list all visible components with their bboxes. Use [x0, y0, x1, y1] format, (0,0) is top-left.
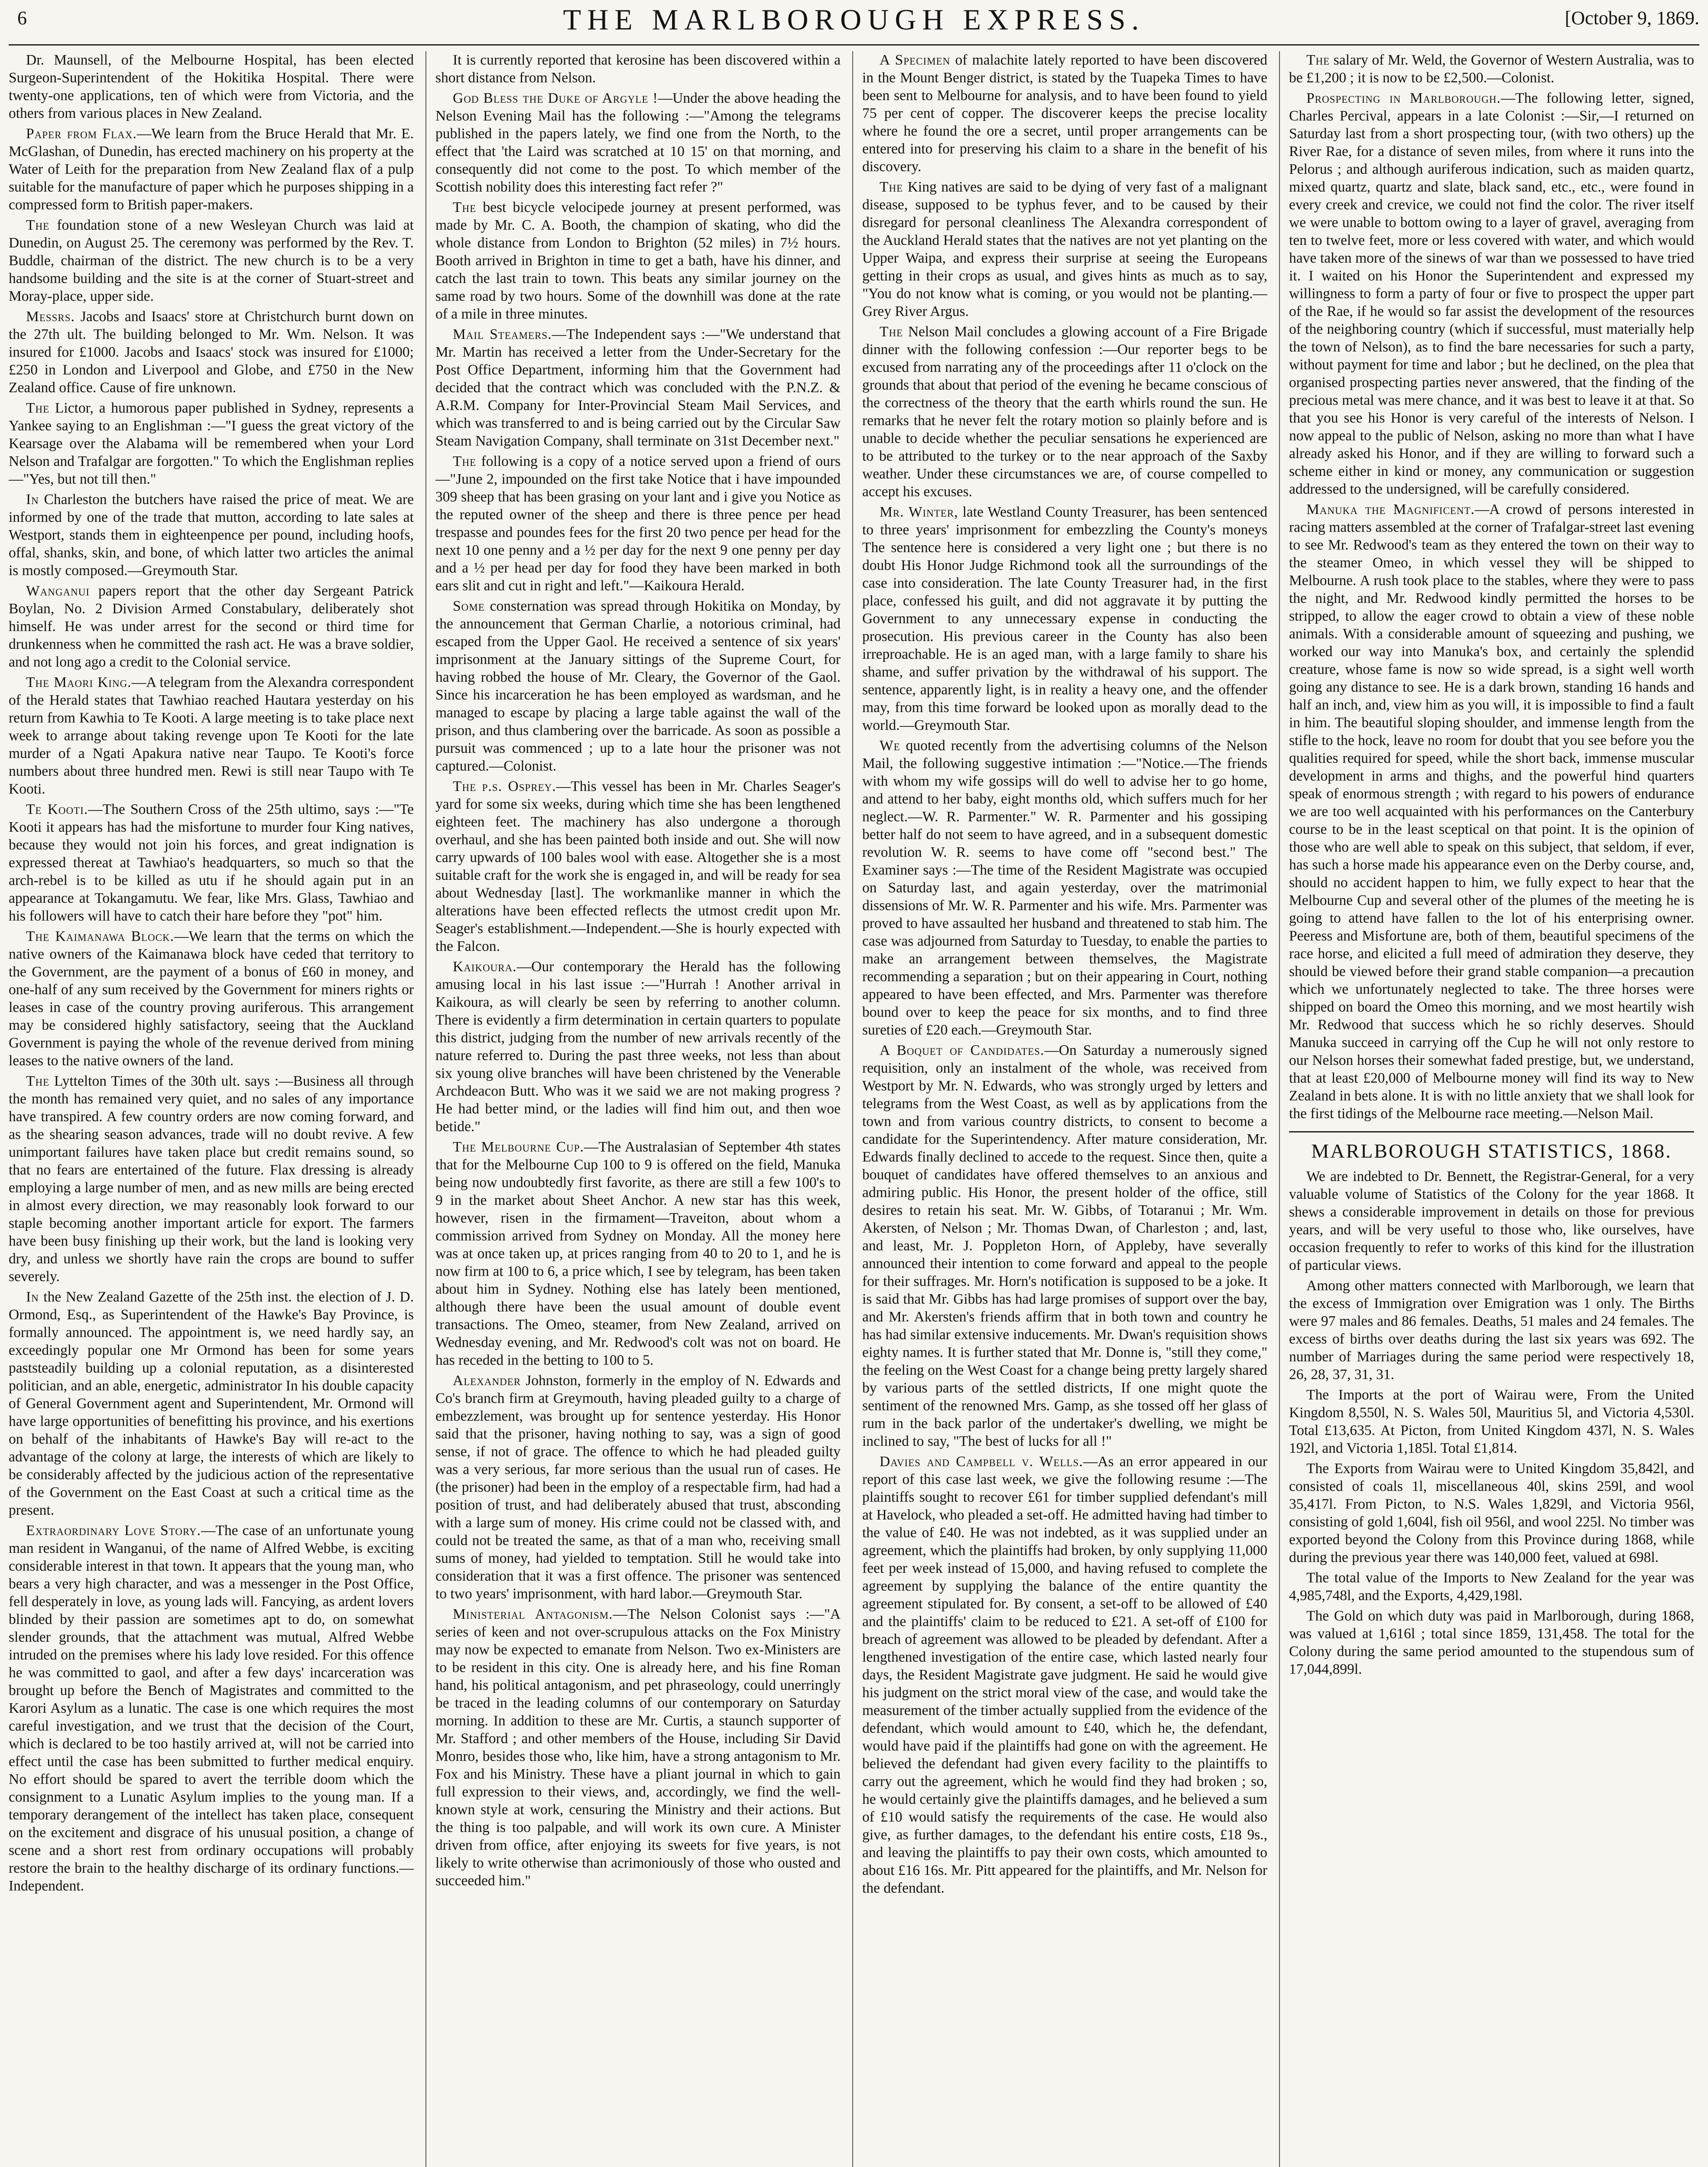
item-lead: The [880, 179, 903, 195]
item-lead: The p.s. Osprey. [453, 778, 556, 794]
news-item [1289, 89, 1694, 498]
news-item [9, 1522, 414, 1895]
statistics-paragraph: The Gold on which duty was paid in Marlborough, during 1868, was valued at 1,616l ; total since 1859, 131,458. The total for the Colony during the same period amounted to the stupendous sum of 17,044,899l. [1289, 1608, 1694, 1677]
item-text: consternation was spread through Hokitika on Monday, by the announcement that German Charlie, a notorious criminal, had escaped from the Upper Gaol. He received a sentence of six years' imprisonment at the January sittings of the Supreme Court, for having robbed the house of Mr. Cleary, the Governor of the Gaol. Since his incarceration he has been employed as wardsman, and he managed to escape by placing a large table against the wall of the prison, and thus clambering over the barricade. As soon as possible a pursuit was commenced ; up to a late hour the prisoner was not captured.—Colonist. [435, 598, 841, 774]
item-text: foundation stone of a new Wesleyan Church was laid at Dunedin, on August 25. The ceremony was performed by the Rev. T. Buddle, chairman of the district. The new church is to be a very handsome building and the site is at the corner of Stuart-street and Moray-place, upper side. [9, 217, 414, 304]
item-lead: The Kaimanawa Block. [26, 928, 174, 944]
item-text: —The Nelson Colonist says :—"A series of keen and not over-scrupulous attacks on the Fox Ministry may now be expected to emanate from Nelson. Two ex-Ministers are to be resident in this city. One is already here, and his fine Roman hand, his political antagonism, and pet phraseology, could unerringly be traced in the leading columns of our contemporary on Saturday morning. In addition to these are Mr. Curtis, a staunch supporter of Mr. Stafford ; and other members of the House, including Sir David Monro, besides those who, like him, have a strong antagonism to Mr. Fox and his Ministry. These have a pliant journal in which to gain full expression to their views, and, accordingly, we find the well-known style at work, censuring the Ministry and their actions. But the thing is too palpable, and will work its own cure. A Minister driven from office, after enjoying its sweets for five years, is not likely to write otherwise than acrimoniously of those who ousted and succeeded him." [435, 1606, 841, 1889]
news-item [9, 927, 414, 1070]
item-lead: Manuka the Magnificent. [1306, 501, 1475, 517]
item-text: It is currently reported that kerosine has been discovered within a short distance from Nelson. [435, 52, 841, 86]
item-lead: Davies and Campbell v. Wells. [880, 1454, 1083, 1470]
column-4-articles [1289, 51, 1694, 1123]
item-lead: The Melbourne Cup. [453, 1139, 584, 1155]
item-text: salary of Mr. Weld, the Governor of Western Australia, was to be £1,200 ; it is now to be £2,500.—Colonist. [1289, 52, 1694, 86]
page-number: 6 [17, 7, 27, 29]
news-item [435, 198, 841, 323]
item-lead: Prospecting in Marlborough. [1306, 90, 1501, 106]
news-item [862, 503, 1267, 734]
news-item [862, 737, 1267, 1039]
item-lead: The [1306, 52, 1330, 68]
item-text: Lyttelton Times of the 30th ult. says :—Business all through the month has remained very quiet, and no sales of any importance have transpired. A few country orders are now coming forward, and as the shearing season advances, trade will no doubt revive. A few unimportant failures have taken place but credit remains sound, so that no fears are entertained of the future. Flax dressing is already employing a large number of men, and as new mills are being erected in almost every direction, we may reasonably look forward to our staple becoming another important article for export. The farmers have been busy finishing up their work, but the land is looking very dry, and unless we shortly have rain the crops are bound to suffer severely. [9, 1073, 414, 1285]
news-item [9, 399, 414, 488]
item-text: —We learn that the terms on which the native owners of the Kaimanawa block have ceded that territory to the Government, are the payment of a bonus of £60 in money, and one-half of any sum received by the Government for miners rights or leases in case of the country proving auriferous. This arrangement may be considered highly satisfactory, seeing that the Auckland Government is paying the whole of the revenue derived from mining leases to the native owners of the land. [9, 928, 414, 1069]
item-lead: The Maori King. [26, 674, 132, 690]
news-item [435, 597, 841, 775]
item-text: papers report that the other day Sergeant Patrick Boylan, No. 2 Division Armed Constabulary, deliberately shot himself. He was under arrest for the second or third time for drunkenness when he committed the rash act. He was a brave soldier, and not long ago a credit to the Colonial service. [9, 583, 414, 670]
statistics-body [1289, 1168, 1694, 1678]
item-lead: The [26, 1073, 50, 1089]
statistics-paragraph: The total value of the Imports to New Zealand for the year was 4,985,748l, and the Exports, 4,429,198l. [1289, 1570, 1694, 1604]
item-text: of malachite lately reported to have been discovered in the Mount Benger district, is stated by the Tuapeka Times to have been sent to Melbourne for analysis, and to have been found to yield 75 per cent of copper. The discoverer keeps the precise locality where he found the ore a secret, until proper arrangements can be entered into for preserving his claim to a share in the benefit of his discovery. [862, 52, 1267, 175]
column-2 [435, 51, 841, 2167]
item-lead: The [26, 217, 50, 233]
statistics-heading: MARLBOROUGH STATISTICS, 1868. [1311, 1140, 1672, 1162]
news-item [862, 51, 1267, 176]
news-item [862, 323, 1267, 501]
item-text: —As an error appeared in our report of this case last week, we give the following resume :—The plaintiffs sought to recover £61 for timber supplied defendant's mill at Havelock, who pleaded a set-off. He admitted having had timber to the value of £40. He was not indebted, as it was supplied under an agreement, which the plaintiffs had broken, by only supplying 11,000 feet per week instead of 15,000, and having refused to complete the agreement by supplying the balance of the entire quantity the agreement stipulated for. By consent, a set-off to be allowed of £40 and the plaintiffs' claim to be reduced to £21. A set-off of £100 for breach of agreement was allowed to be pleaded by defendant. After a lengthened investigation of the entire case, which lasted nearly four days, the Resident Magistrate gave judgment. He said he would give his judgment on the strict moral view of the case, and would take the measurement of the timber actually supplied from the evidence of the defendant, which would amount to £40, which he, the defendant, would have paid if the plaintiffs had gone on with the agreement. He believed the defendant had given every facility to the plaintiffs to carry out the agreement, which he would find they had broken ; so, he would certainly give the plaintiffs damages, and he believed a sum of £10 would satisfy the requirements of the case. He would also give, as further damages, to the defendant his entire costs, £18 9s., and leaving the plaintiffs to pay their own costs, which amounted to about £16 16s. Mr. Pitt appeared for the plaintiffs, and Mr. Nelson for the defendant. [862, 1454, 1267, 1896]
issue-date: [October 9, 1869. [1565, 7, 1699, 29]
statistics-paragraph: We are indebted to Dr. Bennett, the Registrar-General, for a very valuable volume of Statistics of the Colony for the year 1868. It shews a considerable improvement in details on those for previous years, and will be very useful to those who, like ourselves, have occasion frequently to refer to works of this kind for the illustration of particular views. [1289, 1168, 1694, 1273]
news-item [435, 325, 841, 450]
item-text: quoted recently from the advertising columns of the Nelson Mail, the following suggestive intimation :—"Notice.—The friends with whom my wife gossips will do well to advise her to go home, and attend to her baby, eight months old, which suffers much for her neglect.—W. R. Parmenter." W. R. Parmenter and his gossiping better half do not seem to have agreed, and in a subsequent domestic revolution W. R. seems to have come off "second best." The Examiner says :—The time of the Resident Magistrate was occupied on Saturday last, and again yesterday, over the matrimonial dissensions of Mr. W. R. Parmenter and his wife. Mrs. Parmenter was proved to have assaulted her husband and threatened to stab him. The case was adjourned from Saturday to Tuesday, to enable the parties to make an arrangement between themselves, the Magistrate recommending a separation ; but on their appearing in Court, nothing appeared to have been effected, and Mrs. Parmenter was therefore bound over to keep the peace for six months, and to find three sureties of £20 each.—Greymouth Star. [862, 738, 1267, 1038]
item-lead: Kaikoura. [453, 959, 517, 975]
news-item [9, 491, 414, 579]
page-columns [9, 51, 1699, 2167]
news-item [9, 1288, 414, 1519]
item-text: best bicycle velocipede journey at present performed, was made by Mr. C. A. Booth, the champion of skating, who did the whole distance from London to Brighton (52 miles) in 7½ hours. Booth arrived in Brighton in time to get a bath, have his dinner, and catch the last train to town. This beats any similar journey on the same road by two hours. Some of the downhill was done at the rate of a mile in three minutes. [435, 199, 841, 322]
item-text: the New Zealand Gazette of the 25th inst. the election of J. D. Ormond, Esq., as Superintendent of the Hawke's Bay Province, is formally announced. The appointment is, we need hardly say, an exceedingly popular one Mr Ormond has been for some years paststeadily building up a colonial reputation, as a disinterested politician, and an able, energetic, administrator In his double capacity of General Government agent and Superintendent, Mr. Ormond will have large opportunities of benefitting his province, and his exertions on behalf of the inhabitants of Hawke's Bay will re-act to the advantage of the colony at large, the interests of which are likely to be considerably affected by the judicious action of the representative of the Government on the East Coast at such a critical time as the present. [9, 1289, 414, 1518]
item-lead: The [26, 400, 50, 416]
item-lead: In [26, 491, 39, 508]
item-lead: A Boquet of Candidates. [880, 1042, 1045, 1058]
item-lead: Wanganui [26, 583, 90, 599]
news-item [9, 1072, 414, 1285]
news-item [435, 1138, 841, 1369]
news-item [9, 308, 414, 397]
item-text: late Westland County Treasurer, has been sentenced to three years' imprisonment for embezzling the County's moneys The sentence here is considered a very light one ; but there is no doubt His Honor Judge Richmond took all the surroundings of the case into consideration. The late County Treasurer had, in the first place, confessed his guilt, and did not aggravate it by putting the Government to any unnecessary expense in conducting the prosecution. His previous career in the County has also been irreproachable. He is an aged man, with a large family to share his shame, and suffer privation by the withdrawal of his support. The sentence, apparently light, is in reality a heavy one, and the offender may, from this time forward be looked upon as morally dead to the world.—Greymouth Star. [862, 504, 1267, 733]
item-lead: Te Kooti. [26, 801, 88, 817]
news-item [435, 778, 841, 955]
item-text: —This vessel has been in Mr. Charles Seager's yard for some six weeks, during which time she has been lengthened eighteen feet. The machinery has also undergone a thorough overhaul, and she has been painted both inside and out. She will now carry upwards of 100 bales wool with ease. Altogether she is a most suitable craft for the work she is engaged in, and will be ready for sea about Wednesday [last]. The workmanlike manner in which the alterations have been effected reflects the utmost credit upon Mr. Seager's establishment.—Independent.—She is hourly expected with the Falcon. [435, 778, 841, 954]
news-item [435, 958, 841, 1136]
news-item [862, 178, 1267, 320]
news-item [435, 452, 841, 595]
item-text: —The case of an unfortunate young man resident in Wanganui, of the name of Alfred Webbe, is exciting considerable interest in that town. It appears that the young man, who bears a very high character, and was a messenger in the Post Office, fell desperately in love, as young lads will. Fancying, as ardent lovers blinded by their passion are sometimes apt to do, on somewhat slender grounds, that the attachment was mutual, Alfred Webbe intruded on the premises where his lady love resided. For this offence he was committed to gaol, and after a few days' incarceration was brought up before the Bench of Magistrates and committed to the Karori Asylum as a lunatic. The case is one which requires the most careful investigation, and we trust that the decision of the Court, which is declared to be too hastily arrived at, will not be carried into effect until the case has been submitted to further medical enquiry. No effort should be spared to avert the terrible doom which the consignment to a Lunatic Asylum implies to the young man. If a temporary derangement of the intellect has taken place, consequent on the excitement and disgrace of his unusual position, a change of scene and a short rest from ordinary occupations will probably restore the brain to the healthy discharge of its ordinary functions.—Independent. [9, 1523, 414, 1894]
news-item [1289, 51, 1694, 87]
column-1 [9, 51, 414, 2167]
section-rule [1289, 1131, 1694, 1132]
news-item [862, 1453, 1267, 1897]
item-lead: The [880, 324, 903, 340]
news-item [435, 89, 841, 196]
news-item [435, 1372, 841, 1603]
news-item [435, 1605, 841, 1890]
item-lead: In [26, 1289, 39, 1305]
item-text: Charleston the butchers have raised the price of meat. We are informed by one of the trade that mutton, according to late sales at Westport, stands them in eighteenpence per pound, including hoofs, offal, shanks, skin, and bone, of which latter two articles the animal is mostly composed.—Greymouth Star. [9, 491, 414, 579]
news-item [862, 1041, 1267, 1450]
newspaper-title: THE MARLBOROUGH EXPRESS. [563, 3, 1145, 36]
item-text: —Under the above heading the Nelson Evening Mail has the following :—"Among the telegrams published in the papers lately, we find one from the North, to the effect that 'the Laird was scratched at 10 15' on that morning, and consequently did not come to the post. To which member of the Scottish nobility does this interesting fact refer ?" [435, 90, 841, 195]
news-item [1289, 501, 1694, 1123]
column-divider [852, 51, 853, 2167]
item-lead: We [880, 738, 900, 754]
item-lead: Some [453, 598, 485, 614]
item-text: Jacobs and Isaacs' store at Christchurch burnt down on the 27th ult. The building belonged to Mr. Wm. Nelson. It was insured for £1000. Jacobs and Isaacs' stock was insured for £1000; £250 in London and Liverpool and Globe, and £750 in the New Zealand office. Cause of fire unknown. [9, 309, 414, 396]
item-text: following is a copy of a notice served upon a friend of ours—"June 2, impounded on the first take Notice that i have impounded 309 sheep that has been grasing on your lant and i give you Notice as the reputed owner of the sheep and there is three pence per head trespasse and poundes fees for the first 20 two pence per head for the next 10 one penny and a ½ per day for the next 9 one penny per day and a ½ per head per day for food they have been marked in both ears slit and cut in right and left."—Kaikoura Herald. [435, 453, 841, 594]
statistics-paragraph: The Exports from Wairau were to United Kingdom 35,842l, and consisted of coals 1l, miscellaneous 40l, skins 259l, and wool 35,417l. From Picton, to N.S. Wales 1,829l, and Victoria 956l, consisting of gold 1,604l, fish oil 956l, and wool 225l. No timber was exported beyond the Colony from this Province during 1868, while during the previous year there was 140,000 feet, valued at 698l. [1289, 1461, 1694, 1565]
item-lead: A Specimen [880, 52, 951, 68]
item-lead: The [453, 453, 477, 469]
news-item [435, 51, 841, 87]
news-item [9, 674, 414, 798]
item-text: Nelson Mail concludes a glowing account of a Fire Brigade dinner with the following confession :—Our reporter begs to be excused from narrating any of the proceedings after 11 o'clock on the grounds that about that period of the evening he became conscious of the correctness of the theory that the earth whirls round the sun. He remarks that he never felt the rotary motion so plainly before and is unable to decide whether the peculiar sensations he experienced are to be attributed to the turkey or to the near approach of the Saxby weather. Under these circumstances we are, of course compelled to accept his excuses. [862, 324, 1267, 500]
news-item [9, 582, 414, 671]
item-lead: Alexander [453, 1373, 521, 1389]
news-item [9, 51, 414, 122]
statistics-paragraph: Among other matters connected with Marlborough, we learn that the excess of Immigration over Emigration was 1 only. The Births were 97 males and 86 females. Deaths, 51 males and 24 females. The excess of births over deaths during the last six years was 692. The number of Marriages during the same period were respectively 18, 26, 28, 37, 31, 31. [1289, 1278, 1694, 1383]
item-text: —The Australasian of September 4th states that for the Melbourne Cup 100 to 9 is offered on the field, Manuka being now undoubtedly first favorite, as there are still a few 100's to 9 in the market about Sheet Anchor. A new star has this week, however, risen in the firmament—Traveiton, about whom a commission arrived from Sydney on Monday. All the money here was at once taken up, at prices ranging from 40 to 20 to 1, and he is now firm at 100 to 6, a price which, I see by telegram, has been taken about him in Sydney. Nothing else has lately been mentioned, although there have been the usual amount of double event transactions. The Omeo, steamer, from New Zealand, arrived on Wednesday evening, and Mr. Redwood's colt was not on board. He has receded in the betting to 100 to 5. [435, 1139, 841, 1368]
item-text: Johnston, formerly in the employ of N. Edwards and Co's branch firm at Greymouth, having pleaded guilty to a charge of embezzlement, was brought up for sentence yesterday. His Honor said that the prisoner, having nothing to say, was a sign of good sense, if not of grace. The offence to which he had pleaded guilty was a very serious, far more serious than the usual run of cases. He (the prisoner) had been in the employ of a respectable firm, had had a position of trust, and had deliberately abused that trust, absconding with a large sum of money. His crime could not be classed with, and could not be treated the same, as that of a man who, receiving small sums of money, had yielded to temptation. Still he would take into consideration that it was a first offence. The prisoner was sentenced to two years' imprisonment, with hard labor.—Greymouth Star. [435, 1373, 841, 1602]
item-text: Dr. Maunsell, of the Melbourne Hospital, has been elected Surgeon-Superintendent of the Hokitika Hospital. There were twenty-one applications, ten of which were from Victoria, and the others from various places in New Zealand. [9, 52, 414, 121]
item-text: —A telegram from the Alexandra correspondent of the Herald states that Tawhiao reached Hautara yesterday on his return from Kawhia to Te Kooti. A large meeting is to take place next week to arrange about taking revenge upon Te Kooti for the late murder of a Ngati Apakura native near Taupo. Te Kooti's force numbers about three hundred men. Rewi is still near Taupo with Te Kooti. [9, 674, 414, 797]
item-text: —A crowd of persons interested in racing matters assembled at the corner of Trafalgar-street last evening to see Mr. Redwood's team as they entered the town on their way to the steamer Omeo, in which vessel they will be shipped to Melbourne. A rush took place to the stables, where they were to pass the night, and Mr. Redwood kindly permitted the horses to be stripped, to allow the eager crowd to obtain a view of these noble animals. With a considerable amount of squeezing and pushing, we worked our way into Manuka's box, and certainly the splendid creature, whose fame is now so wide spread, is a sight well worth going any distance to see. He is a dark brown, standing 16 hands and half an inch, and, view him as you will, it is impossible to find a fault in him. The beautiful sloping shoulder, and immense length from the stifle to the hock, leave no room for doubt that you see before you the qualities required for speed, while the short back, immense muscular development in arms and thighs, and the powerful hind quarters speak of enormous strength ; with regard to his powers of endurance we are too well acquainted with his performances on the Canterbury course to be in the least sceptical on that point. It is the opinion of those who are well able to speak on this subject, that seldom, if ever, has such a horse made his appearance even on the Derby course, and, should no accident happen to him, we fully expect to hear that the Melbourne Cup and several other of the plumes of the meeting he is going to attend have fallen to the lot of his enterprising owner. Peeress and Misfortune are, both of them, beautiful specimens of the race horse, and elicited a full meed of admiration they deserve, they should be viewed before their grand stable companion—a precaution which we unfortunately neglected to take. The three horses were shipped on board the Omeo this morning, and we most heartily wish Mr. Redwood that success which he so richly deserves. Should Manuka succeed in carrying off the Cup he will not only restore to our Nelson horses their somewhat faded prestige, but, we understand, that at least £20,000 of Melbourne money will find its way to New Zealand in bets alone. It is with no little anxiety that we shall look for the first tidings of the Melbourne race meeting.—Nelson Mail. [1289, 501, 1694, 1122]
item-lead: Mail Steamers. [453, 326, 552, 342]
item-lead: Ministerial Antagonism. [453, 1606, 613, 1622]
item-text: —Our contemporary the Herald has the following amusing local in his last issue :—"Hurrah ! Another arrival in Kaikoura, as will clearly be seen by referring to another column. There is evidently a firm determination in certain quarters to populate this district, judging from the number of new arrivals recently of the nature referred to. During the past three weeks, not less than about six young olive branches will have been christened by the Venerable Archdeacon Butt. Who was it we said we are not making progress ? He had better mind, or the ladies will find him out, and then woe betide." [435, 959, 841, 1135]
statistics-paragraph: The Imports at the port of Wairau were, From the United Kingdom 8,550l, N. S. Wales 50l, Mauritius 5l, and Victoria 4,530l. Total £13,635. At Picton, from United Kingdom 437l, N. S. Wales 192l, and Victoria 1,185l. Total £1,814. [1289, 1387, 1694, 1456]
item-text: —The Independent says :—"We understand that Mr. Martin has received a letter from the Under-Secretary for the Post Office Department, informing him that the Government had decided that the contract which was concluded with the P.N.Z. & A.R.M. Company for Inter-Provincial Steam Mail Services, and which was transferred to and is being carried out by the Circular Saw Steam Navigation Company, shall terminate on 31st December next." [435, 326, 841, 449]
item-lead: Messrs. [26, 309, 75, 325]
item-text: —We learn from the Bruce Herald that Mr. E. McGlashan, of Dunedin, has erected machinery on his property at the Water of Leith for the preparation from New Zealand flax of a pulp suitable for the manufacture of paper which he purposes shipping in a compressed form to British paper-makers. [9, 126, 414, 213]
item-text: Lictor, a humorous paper published in Sydney, represents a Yankee saying to an Englishman :—"I guess the great victory of the Kearsage over the Alabama will be remembered when your Lord Nelson and Trafalgar are forgotten." To which the Englishman replies—"Yes, but not till then." [9, 400, 414, 487]
item-text: King natives are said to be dying of very fast of a malignant disease, supposed to be typhus fever, and to be caused by their disregard for personal cleanliness The Alexandra correspondent of the Auckland Herald states that the natives are not yet planting on the Upper Waipa, and express their surprise at seeing the Europeans getting in their crops as usual, and gives hints as much as to say, "You do not know what is coming, or you would not be planting.—Grey River Argus. [862, 179, 1267, 319]
item-lead: Paper from Flax. [26, 126, 137, 142]
column-divider [1279, 51, 1280, 2167]
item-text: —On Saturday a numerously signed requisition, only an instalment of the whole, was received from Westport by Mr. N. Edwards, who was strongly urged by letters and telegrams from the West Coast, as well as by applications from the town and from various country districts, to consent to become a candidate for the Superintendency. After mature consideration, Mr. Edwards finally declined to accede to the request. Since then, quite a bouquet of candidates have offered themselves to an anxious and admiring public. His Honor, the present holder of the office, still desires to retain his seat. Mr. W. Gibbs, of Totaranui ; Mr. Wm. Akersten, of Nelson ; Mr. Thomas Dwan, of Charleston ; and, last, and least, Mr. J. Poppleton Horn, of Appleby, have severally announced their intention to come forward and appeal to the people for their suffrages. Mr. Horn's notification is supposed to be a joke. It is said that Mr. Gibbs has had large promises of support over the bay, and Mr. Akersten's friends affirm that in both town and country he has had similar extensive inducements. Mr. Dwan's requisition shows eighty names. It is further stated that Mr. Donne is, "still they come," the feeling on the West Coast for a change being pretty largely shared by various parts of the settled districts, If one might quote the sentiment of the renowned Mrs. Gamp, as she tossed off her glass of rum in the back parlor of the undertaker's dwelling, we might be inclined to say, "The best of lucks for all !" [862, 1042, 1267, 1449]
masthead-rule [9, 44, 1699, 46]
column-3 [862, 51, 1267, 2167]
item-text: —The following letter, signed, Charles Percival, appears in a late Colonist :—Sir,—I returned on Saturday last from a short prospecting tour, (with two others) up the River Rae, for a distance of seven miles, from where it runs into the Pelorus ; and although auriferous indication, such as maiden quartz, mixed quartz, quartz and slate, black sand, etc., etc., were found in every creek and crevice, we could not find the color. The river itself we were unable to bottom owing to a layer of gravel, averaging from ten to twelve feet, more or less covered with water, and which would have taken more of the sinews of war than we possessed to have tried it. I waited on his Honor the Superintendent and expressed my willingness to form a party of four or five to prospect the upper part of the Rae, if he would so far assist the development of the resources of the neighboring country (which if successful, must materially help the town of Nelson), as to find the bare necessaries for such a party, without payment for time and labor ; but he declined, on the plea that organised prospecting parties never answered, that the finding of the precious metal was mere chance, and it was best to leave it at that. So that you see his Honor is very careful of the interests of Nelson. I now appeal to the public of Nelson, asking no more than what I have already asked his Honor, and if they are willing to forward such a scheme either in kind or money, any communication or suggestion addressed to the undersigned, will be carefully considered. [1289, 90, 1694, 497]
item-lead: Mr. Winter, [880, 504, 958, 520]
news-item [9, 125, 414, 214]
news-item [9, 800, 414, 925]
item-text: —The Southern Cross of the 25th ultimo, says :—"Te Kooti it appears has had the misfortune to murder four King natives, because they would not join his forces, and great indignation is expressed thereat at Tawhiao's headquarters, so much so that the arch-rebel is to be killed as utu if he should again put in an appearance at Tokangamutu. We fear, like Mrs. Glass, Tawhiao and his followers will have to catch their hare before they "pot" him. [9, 801, 414, 924]
column-divider [425, 51, 426, 2167]
item-lead: The [453, 199, 477, 215]
item-lead: Extraordinary Love Story. [26, 1523, 201, 1539]
column-4 [1289, 51, 1694, 2167]
item-lead: God Bless the Duke of Argyle ! [453, 90, 658, 106]
masthead [0, 0, 1708, 51]
news-item [9, 216, 414, 305]
